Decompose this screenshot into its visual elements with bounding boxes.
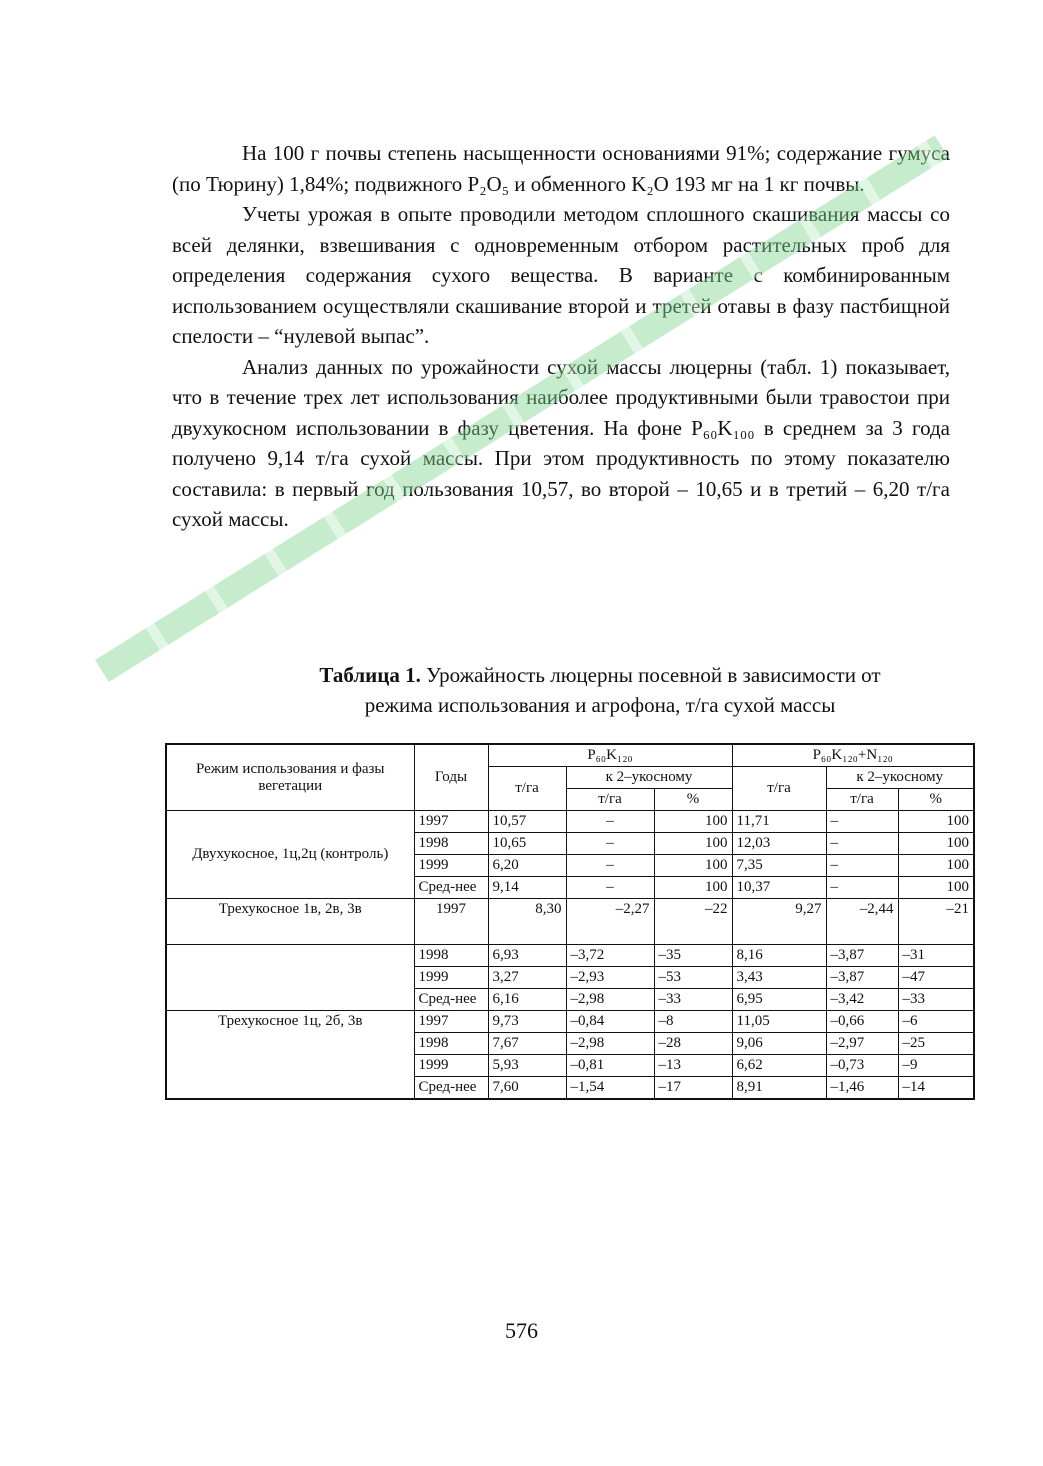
cell-year: 1999 <box>414 967 488 989</box>
cell-year: Сред-нее <box>414 877 488 899</box>
cell-value: –2,98 <box>566 1033 654 1055</box>
header-to2-2: к 2–укосному <box>826 767 974 789</box>
cell-value: 6,16 <box>488 989 566 1011</box>
cell-value: 7,35 <box>732 855 826 877</box>
cell-value: –17 <box>654 1077 732 1100</box>
cell-value: –3,87 <box>826 945 898 967</box>
cell-value: –3,72 <box>566 945 654 967</box>
header-group-pkn: P₆₀K₁₂₀+N₁₂₀ <box>732 744 974 767</box>
cell-year: Сред-нее <box>414 1077 488 1100</box>
cell-value: 12,03 <box>732 833 826 855</box>
cell-year: 1997 <box>414 811 488 833</box>
cell-value: –0,73 <box>826 1055 898 1077</box>
cell-value: – <box>566 877 654 899</box>
cell-value: –31 <box>898 945 974 967</box>
cell-value: 6,95 <box>732 989 826 1011</box>
header-group-pk: P₆₀K₁₂₀ <box>488 744 732 767</box>
table-row <box>166 1011 974 1033</box>
cell-value: 11,05 <box>732 1011 826 1033</box>
cell-value: –2,44 <box>826 899 898 945</box>
header-mode: Режим использования и фазы вегетации <box>166 744 414 811</box>
header-tga-1: т/га <box>488 767 566 811</box>
table-row <box>166 811 974 833</box>
cell-value: – <box>566 811 654 833</box>
table-row <box>166 899 974 945</box>
paragraph-soil: На 100 г почвы степень насыщенности основаниями 91%; содержание гумуса (по Тюрину) 1,84%; подвижного P₂O₅ и обменного K₂O 193 мг на 1 кг почвы. <box>172 141 950 196</box>
cell-value: – <box>826 877 898 899</box>
cell-value: –14 <box>898 1077 974 1100</box>
header-tga-2: т/га <box>732 767 826 811</box>
cell-value: 3,27 <box>488 967 566 989</box>
cell-value: –3,87 <box>826 967 898 989</box>
header-tga-small-2: т/га <box>826 789 898 811</box>
cell-value: –25 <box>898 1033 974 1055</box>
cell-value: –6 <box>898 1011 974 1033</box>
cell-value: –2,93 <box>566 967 654 989</box>
cell-value: – <box>566 855 654 877</box>
table-caption-label: Таблица 1. <box>319 663 421 687</box>
cell-value: 100 <box>898 855 974 877</box>
cell-value: – <box>826 811 898 833</box>
cell-value: –33 <box>898 989 974 1011</box>
cell-year: 1999 <box>414 1055 488 1077</box>
cell-year: 1997 <box>414 899 488 945</box>
mode-three-cut-1: Трехукосное 1в, 2в, 3в <box>166 899 414 945</box>
cell-value: 100 <box>898 811 974 833</box>
cell-year: 1998 <box>414 1033 488 1055</box>
cell-value: –9 <box>898 1055 974 1077</box>
cell-value: 10,65 <box>488 833 566 855</box>
cell-value: 6,93 <box>488 945 566 967</box>
cell-value: –1,46 <box>826 1077 898 1100</box>
header-pct-2: % <box>898 789 974 811</box>
yield-table <box>165 743 975 1100</box>
header-years: Годы <box>414 744 488 811</box>
cell-value: 100 <box>654 877 732 899</box>
cell-value: –53 <box>654 967 732 989</box>
paragraph-analysis: Анализ данных по урожайности сухой массы люцерны (табл. 1) показывает, что в течение трех лет использования наиболее продуктивными были травостои при двухукосном использовании в фазу цветения. На фоне P₆₀K₁₀₀ в среднем за 3 года получено 9,14 т/га сухой массы. При этом продуктивность по этому показателю составила: в первый год пользования 10,57, во второй – 10,65 и в третий – 6,20 т/га сухой массы. <box>172 354 950 531</box>
cell-value: 9,27 <box>732 899 826 945</box>
cell-value: 11,71 <box>732 811 826 833</box>
cell-year: Сред-нее <box>414 989 488 1011</box>
header-to2-1: к 2–укосному <box>566 767 732 789</box>
cell-value: –1,54 <box>566 1077 654 1100</box>
cell-value: 100 <box>898 877 974 899</box>
cell-value: 100 <box>654 855 732 877</box>
cell-value: 100 <box>654 811 732 833</box>
table-caption-line1: Урожайность люцерны посевной в зависимости от <box>426 663 881 687</box>
cell-value: –21 <box>898 899 974 945</box>
mode-two-cut: Двухукосное, 1ц,2ц (контроль) <box>166 811 414 899</box>
cell-value: 6,20 <box>488 855 566 877</box>
cell-value: –28 <box>654 1033 732 1055</box>
cell-value: –2,27 <box>566 899 654 945</box>
cell-value: –2,98 <box>566 989 654 1011</box>
cell-value: –33 <box>654 989 732 1011</box>
cell-value: –2,97 <box>826 1033 898 1055</box>
cell-value: –0,84 <box>566 1011 654 1033</box>
cell-value: 10,37 <box>732 877 826 899</box>
table-caption-line2: режима использования и агрофона, т/га сухой массы <box>364 693 836 717</box>
cell-value: 8,91 <box>732 1077 826 1100</box>
cell-value: 7,60 <box>488 1077 566 1100</box>
cell-value: 7,67 <box>488 1033 566 1055</box>
cell-value: –47 <box>898 967 974 989</box>
cell-value: –0,66 <box>826 1011 898 1033</box>
cell-value: 9,14 <box>488 877 566 899</box>
paragraph-method: Учеты урожая в опыте проводили методом сплошного скашивания массы со всей делянки, взвешивания с одновременным отбором растительных проб для определения содержания сухого вещества. В варианте с комбинированным использованием осуществляли скашивание второй и третей отавы в фазу пастбищной спелости – “нулевой выпас”. <box>172 202 950 348</box>
cell-value: –22 <box>654 899 732 945</box>
cell-value: – <box>826 855 898 877</box>
cell-value: 8,30 <box>488 899 566 945</box>
cell-value: – <box>566 833 654 855</box>
cell-year: 1998 <box>414 833 488 855</box>
table-head <box>166 744 974 811</box>
header-pct-1: % <box>654 789 732 811</box>
table-body <box>166 811 974 1100</box>
cell-value: –0,81 <box>566 1055 654 1077</box>
header-tga-small-1: т/га <box>566 789 654 811</box>
cell-year: 1997 <box>414 1011 488 1033</box>
cell-value: 5,93 <box>488 1055 566 1077</box>
cell-value: –3,42 <box>826 989 898 1011</box>
table-row <box>166 945 974 967</box>
cell-value: 100 <box>898 833 974 855</box>
cell-year: 1998 <box>414 945 488 967</box>
cell-value: –35 <box>654 945 732 967</box>
cell-value: –13 <box>654 1055 732 1077</box>
cell-value: 3,43 <box>732 967 826 989</box>
cell-value: 9,73 <box>488 1011 566 1033</box>
mode-empty-cell <box>166 945 414 1011</box>
cell-value: 8,16 <box>732 945 826 967</box>
table-caption <box>250 660 950 720</box>
mode-three-cut-2: Трехукосное 1ц, 2б, 3в <box>166 1011 414 1100</box>
cell-value: – <box>826 833 898 855</box>
cell-value: 100 <box>654 833 732 855</box>
cell-value: –8 <box>654 1011 732 1033</box>
page-number: 576 <box>505 1318 538 1343</box>
cell-value: 10,57 <box>488 811 566 833</box>
cell-year: 1999 <box>414 855 488 877</box>
cell-value: 9,06 <box>732 1033 826 1055</box>
cell-value: 6,62 <box>732 1055 826 1077</box>
